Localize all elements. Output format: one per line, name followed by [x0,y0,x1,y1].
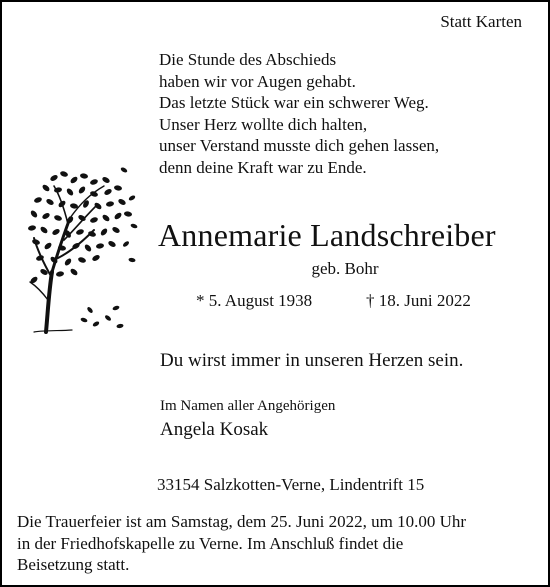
funeral-info [17,511,466,576]
maiden-name: geb. Bohr [311,259,379,278]
death-date: † 18. Juni 2022 [366,291,471,310]
deceased-name: Annemarie Landschreiber [158,217,496,253]
poem-line: Unser Herz wollte dich halten, [159,114,368,134]
windblown-tree-icon [24,160,142,340]
poem [159,49,439,179]
signature-intro: Im Namen aller Angehörigen [160,398,336,414]
signature-name: Angela Kosak [160,419,269,440]
funeral-info-line: Beisetzung statt. [17,555,130,575]
address: 33154 Salzkotten-Verne, Lindentrift 15 [157,475,425,494]
funeral-info-line: in der Friedhofskapelle zu Verne. Im Anschluß findet die [17,533,404,553]
poem-line: haben wir vor Augen gehabt. [159,71,356,91]
poem-line: denn deine Kraft war zu Ende. [159,157,367,177]
funeral-info-line: Die Trauerfeier ist am Samstag, dem 25. Juni 2022, um 10.00 Uhr [17,512,467,531]
motto: Du wirst immer in unseren Herzen sein. [160,350,464,371]
poem-line: unser Verstand musste dich gehen lassen, [159,136,440,156]
statt-karten-label: Statt Karten [440,12,522,31]
birth-date: * 5. August 1938 [196,291,313,310]
poem-line: Die Stunde des Abschieds [159,50,337,69]
poem-line: Das letzte Stück war ein schwerer Weg. [159,93,429,113]
